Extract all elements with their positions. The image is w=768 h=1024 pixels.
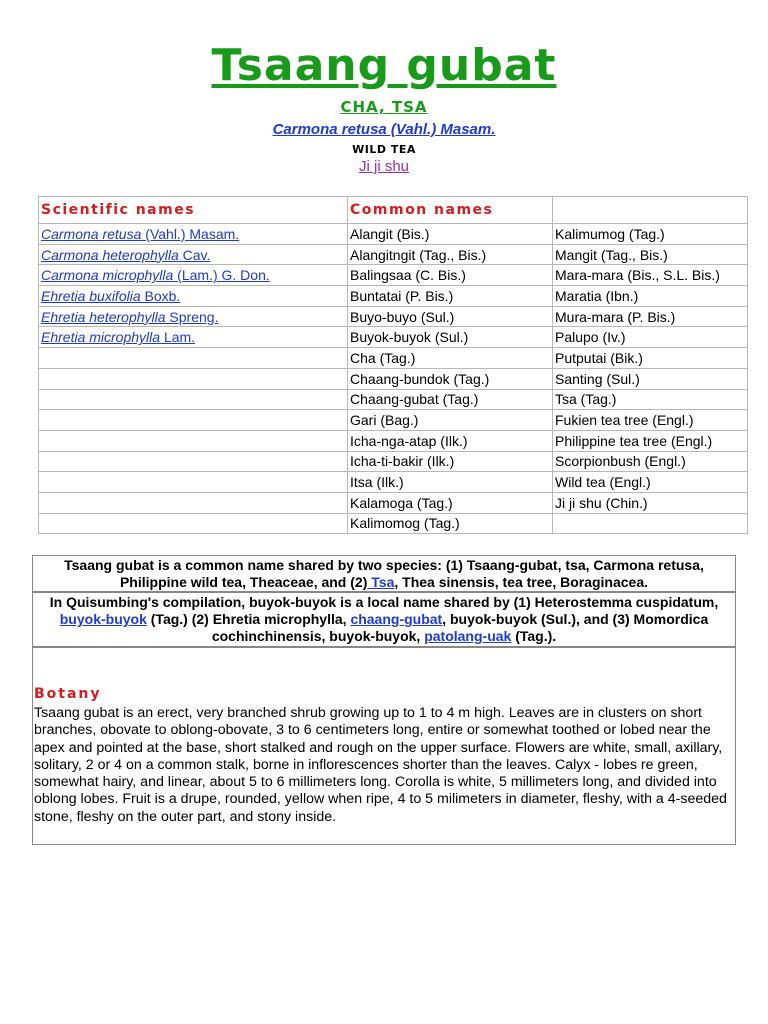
scientific-name-cell: [39, 492, 348, 513]
table-row: [39, 368, 748, 389]
table-row: [39, 513, 748, 534]
scientific-name-author: Cav.: [178, 246, 211, 263]
scientific-name-genus: Carmona retusa: [41, 225, 142, 242]
note-text: In Quisumbing's compilation, buyok-buyok is a local name shared by (1) Heterostemma cuspidatum,: [49, 594, 719, 610]
botany-text: Tsaang gubat is an erect, very branched shrub growing up to 1 to 4 m high. Leaves are in clusters on short branches, obovate to oblong-obovate, 3 to 6 centimeters long, entire or somewhat toothed or lobed near the apex and pointed at the base, short stalked and rough on the upper surface. Flowers are white, small, axillary, solitary, 2 or 4 on a common stalk, borne in inflorescences shorter than the leaves. Calyx - lobes re green, somewhat hairy, and linear, about 5 to 6 millimeters long. Corolla is white, 5 millimeters long, and divided into oblong lobes. Fruit is a drupe, rounded, yellow when ripe, 4 to 5 milimeters in diameter, fleshy, with a 4-seeded stone, fleshy on the outer part, and stony inside.: [34, 705, 727, 825]
common-name-cell: Itsa (Ilk.): [348, 472, 553, 493]
scientific-name-cell: [39, 389, 348, 410]
scientific-name-cell: [39, 410, 348, 431]
table-row: [39, 389, 748, 410]
common-name-cell: Kalamoga (Tag.): [348, 492, 553, 513]
chaang-gubat-link[interactable]: chaang-gubat: [350, 611, 443, 627]
shared-name-note: [32, 555, 736, 592]
table-row: [39, 265, 748, 286]
scientific-name-cell: [39, 451, 348, 472]
scientific-name-genus: Carmona microphylla: [41, 267, 174, 284]
common-name-cell: Philippine tea tree (Engl.): [553, 430, 748, 451]
common-name-cell: Ji ji shu (Chin.): [553, 492, 748, 513]
scientific-name-cell[interactable]: [39, 244, 348, 265]
table-row: [39, 430, 748, 451]
quisumbing-note-text: [33, 593, 735, 646]
common-name-cell: Balingsaa (C. Bis.): [348, 265, 553, 286]
scientific-name-genus: Ehretia microphylla: [41, 329, 161, 346]
scientific-name-cell: [39, 430, 348, 451]
common-name-cell: Maratia (Ibn.): [553, 286, 748, 307]
common-name-cell: Buntatai (P. Bis.): [348, 286, 553, 307]
common-name-cell: Tsa (Tag.): [553, 389, 748, 410]
note-text: Tsaang: [64, 557, 113, 573]
table-row: [39, 492, 748, 513]
names-table: [38, 196, 748, 534]
shared-name-note-text: [33, 556, 735, 592]
scientific-names-header: Scientific names: [39, 197, 348, 224]
table-row: [39, 472, 748, 493]
table-row: [39, 410, 748, 431]
scientific-name-cell[interactable]: [39, 224, 348, 245]
note-text: (Tag.).: [511, 628, 557, 644]
scientific-name-link[interactable]: [41, 247, 210, 263]
chinese-name: Ji ji shu: [358, 158, 410, 175]
common-name-cell: Chaang-bundok (Tag.): [348, 368, 553, 389]
scientific-name-link[interactable]: [41, 309, 218, 325]
scientific-name-link[interactable]: [41, 226, 239, 242]
common-name-cell: Alangit (Bis.): [348, 224, 553, 245]
page-title: Tsaang gubat: [211, 40, 557, 91]
scientific-name-cell: [39, 368, 348, 389]
common-name-cell: Gari (Bag.): [348, 410, 553, 431]
common-name-cell: Buyo-buyo (Sul.): [348, 306, 553, 327]
table-row: [39, 348, 748, 369]
common-names-header-2: [553, 197, 748, 224]
scientific-name-author: Spreng.: [165, 308, 219, 325]
scientific-name-link[interactable]: [41, 288, 180, 304]
table-row: [39, 286, 748, 307]
botany-heading: Botany: [34, 686, 102, 702]
quisumbing-note: [32, 592, 736, 647]
table-row: [39, 306, 748, 327]
common-name-cell: Icha-nga-atap (Ilk.): [348, 430, 553, 451]
patolang-uak-link[interactable]: patolang-uak: [424, 628, 512, 644]
scientific-name-cell[interactable]: [39, 265, 348, 286]
table-row: [39, 327, 748, 348]
names-table-header-row: [39, 197, 748, 224]
names-table-body: [39, 224, 748, 534]
common-name-subtitle: CHA, TSA: [340, 98, 428, 116]
common-name-cell: Santing (Sul.): [553, 368, 748, 389]
common-name-cell: Kalimomog (Tag.): [348, 513, 553, 534]
scientific-name-genus: Ehretia buxifolia: [41, 287, 141, 304]
scientific-name-genus: Ehretia heterophylla: [41, 308, 166, 325]
tsa-link[interactable]: Tsa: [367, 574, 395, 590]
common-name-cell: Buyok-buyok (Sul.): [348, 327, 553, 348]
note-text: (Tag.) (2) Ehretia microphylla,: [146, 611, 351, 627]
scientific-name-author: Boxb.: [140, 287, 181, 304]
common-name-cell: Fukien tea tree (Engl.): [553, 410, 748, 431]
scientific-name-genus: Carmona heterophylla: [41, 246, 179, 263]
table-row: [39, 244, 748, 265]
common-name-cell: Scorpionbush (Engl.): [553, 451, 748, 472]
common-name-cell: Kalimumog (Tag.): [553, 224, 748, 245]
common-name-cell: Cha (Tag.): [348, 348, 553, 369]
table-row: [39, 224, 748, 245]
common-name-cell: Chaang-gubat (Tag.): [348, 389, 553, 410]
note-text: , Thea sinensis, tea tree, Boraginacea.: [394, 574, 649, 590]
scientific-name-cell: [39, 513, 348, 534]
common-name-cell: Putputai (Bik.): [553, 348, 748, 369]
common-name-cell: Mura-mara (P. Bis.): [553, 306, 748, 327]
botany-section: [32, 647, 736, 845]
table-row: [39, 451, 748, 472]
scientific-name-cell: [39, 472, 348, 493]
common-names-header: Common names: [348, 197, 553, 224]
scientific-name: Carmona retusa (Vahl.) Masam.: [272, 121, 496, 138]
scientific-name-link[interactable]: [41, 267, 270, 283]
scientific-name-author: (Vahl.) Masam.: [141, 225, 240, 242]
note-text: gubat is a common name shared by two species: (1) Tsaang-gubat, tsa, Carmona retusa, Philippine wild tea, Theaceae, and (2): [112, 557, 704, 590]
common-name-cell: Alangitngit (Tag., Bis.): [348, 244, 553, 265]
buyok-buyok-link[interactable]: buyok-buyok: [59, 611, 147, 627]
common-name-cell: Mara-mara (Bis., S.L. Bis.): [553, 265, 748, 286]
common-name-cell: Icha-ti-bakir (Ilk.): [348, 451, 553, 472]
scientific-name-link[interactable]: [41, 329, 195, 345]
scientific-name-author: Lam.: [160, 329, 196, 346]
common-name-cell: Palupo (Iv.): [553, 327, 748, 348]
common-name-cell: Wild tea (Engl.): [553, 472, 748, 493]
scientific-name-cell[interactable]: [39, 306, 348, 327]
scientific-name-author: (Lam.) G. Don.: [173, 267, 270, 284]
scientific-name-cell[interactable]: [39, 327, 348, 348]
english-name: WILD TEA: [352, 143, 416, 156]
common-name-cell: Mangit (Tag., Bis.): [553, 244, 748, 265]
scientific-name-cell[interactable]: [39, 286, 348, 307]
scientific-name-cell: [39, 348, 348, 369]
note-text: , buyok-buyok (Sul.), and (3) Momordica cochinchinensis, buyok-buyok,: [211, 611, 709, 644]
common-name-cell: [553, 513, 748, 534]
